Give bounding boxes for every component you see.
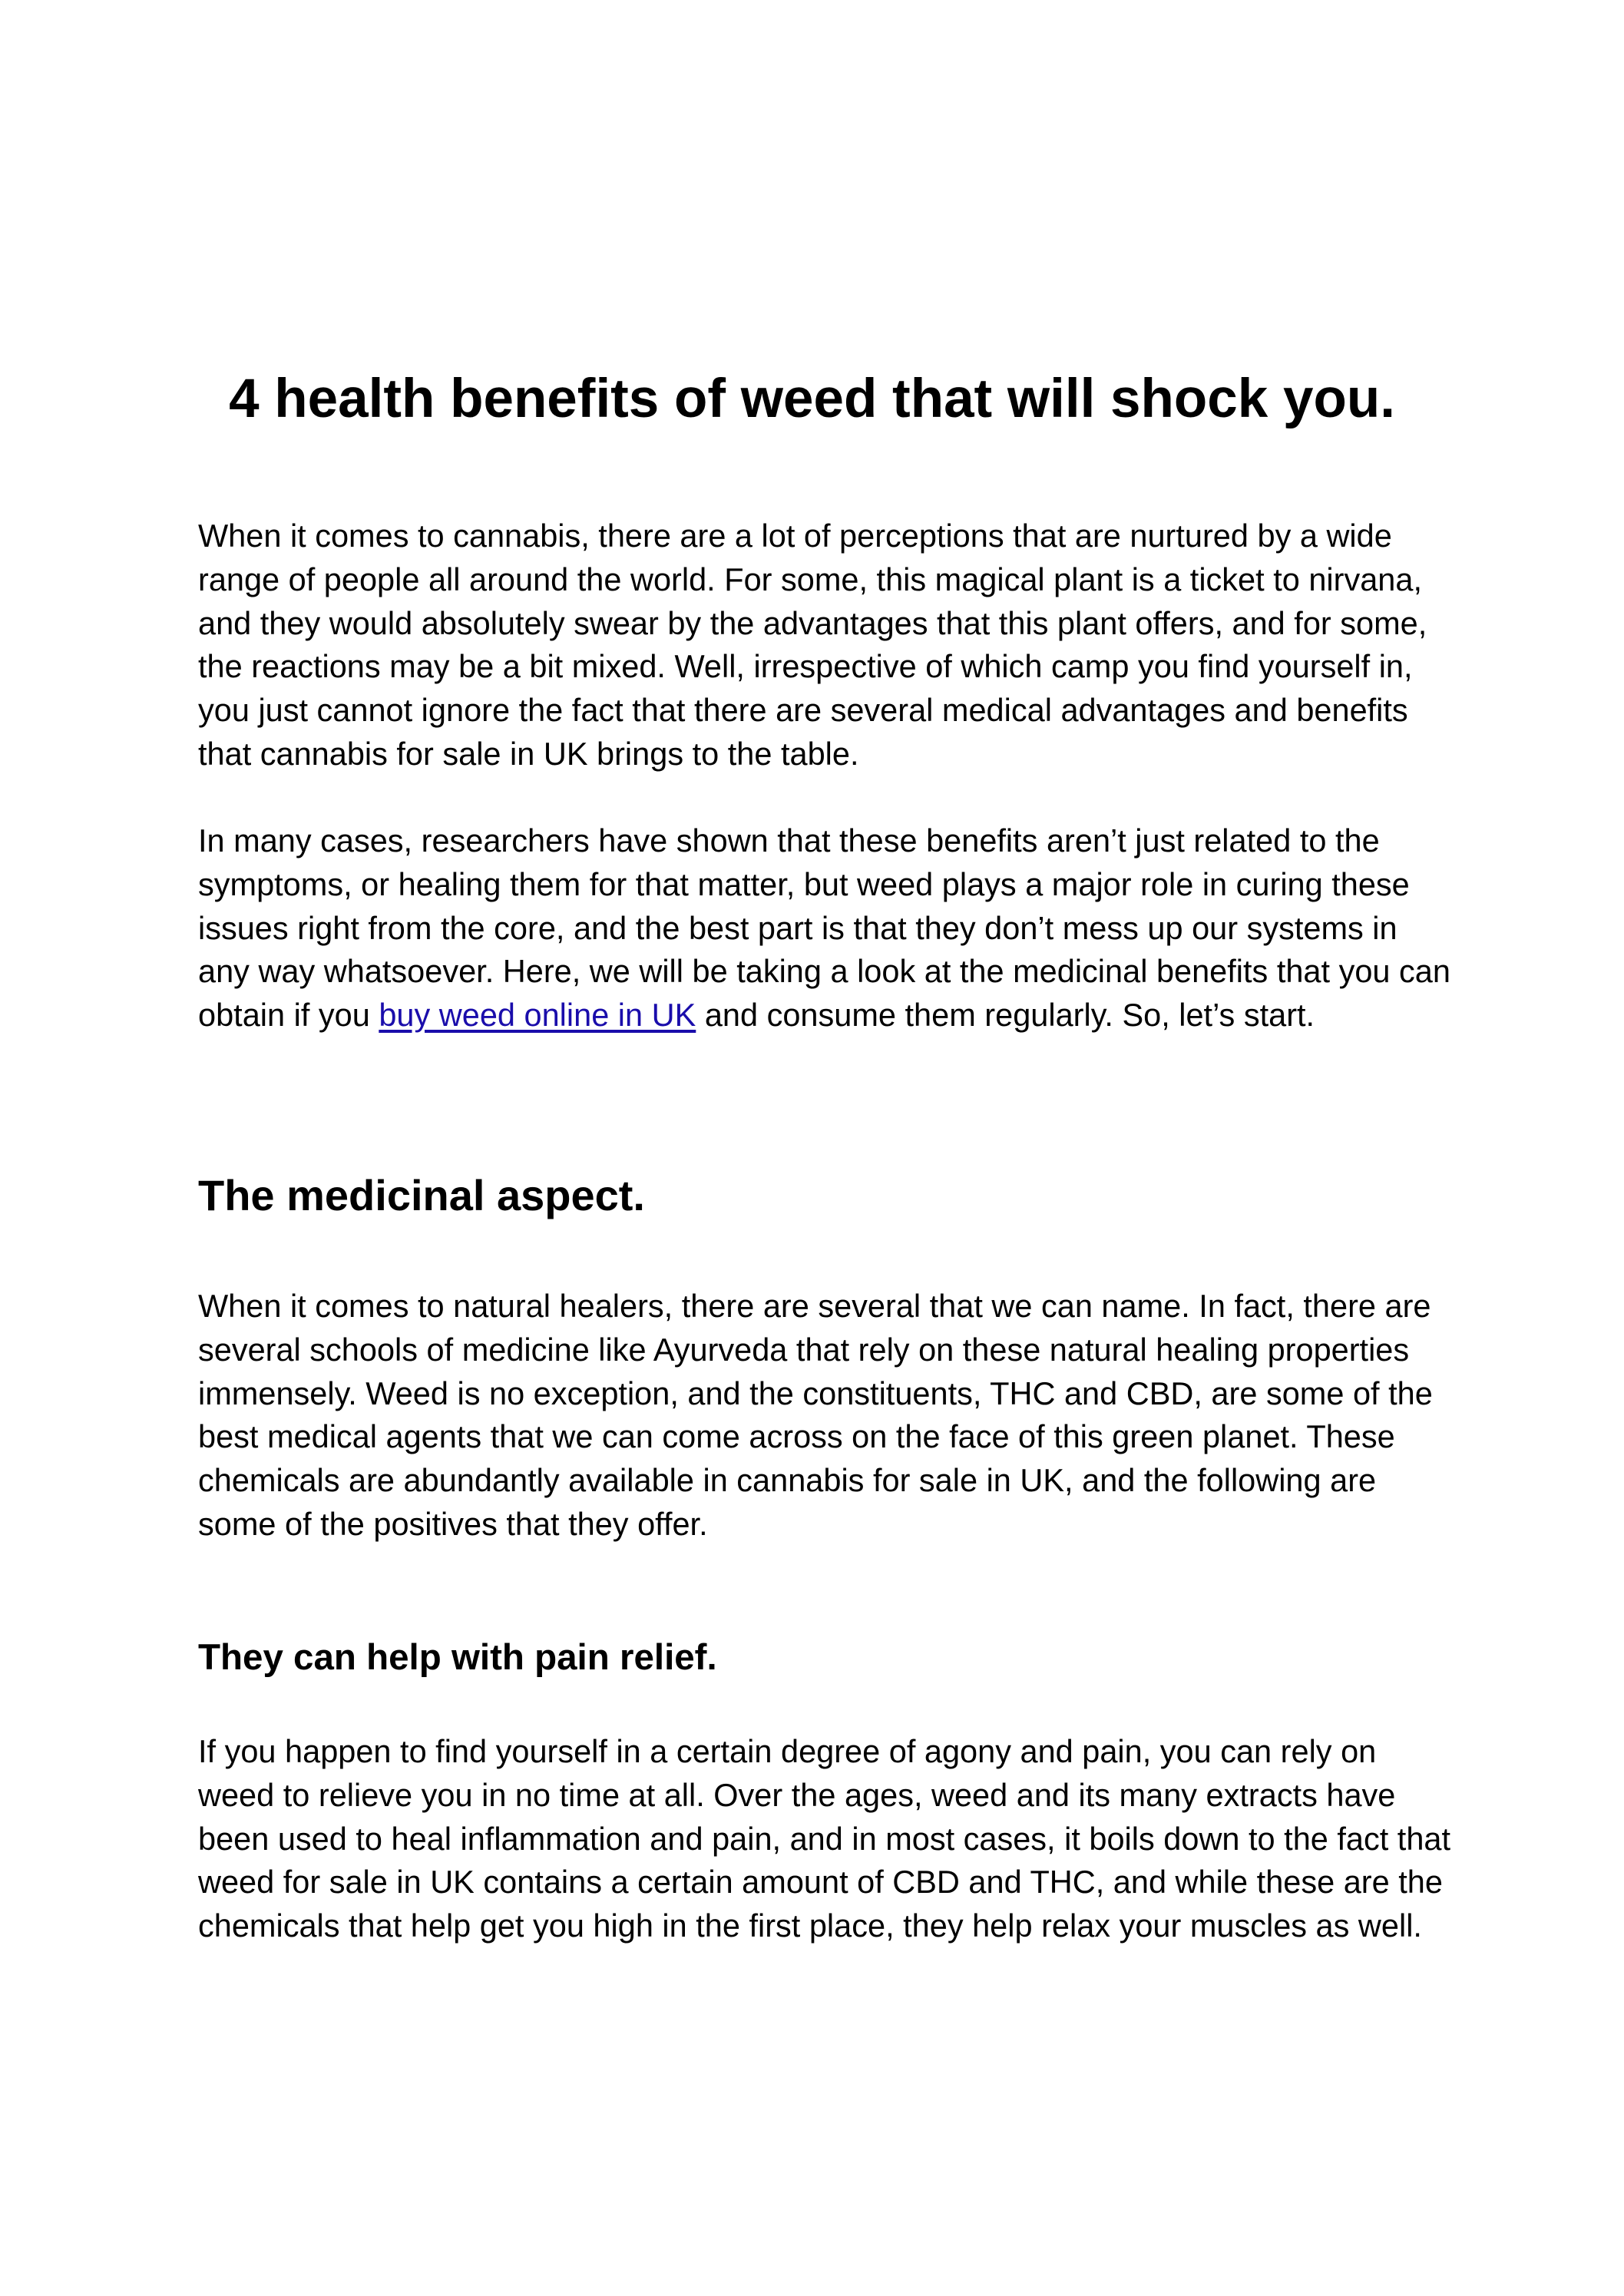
buy-weed-online-link[interactable]: buy weed online in UK (379, 997, 696, 1034)
second-paragraph (198, 819, 1457, 1037)
medicinal-paragraph: When it comes to natural healers, there are several that we can name. In fact, there are several schools of medicine like Ayurveda that rely on these natural healing properties immensely. Weed is no exception, and the constituents, THC and CBD, are some of the best medical agents that we can come across on the face of this green planet. These chemicals are abundantly available in cannabis for sale in UK, and the following are some of the positives that they offer. (198, 1288, 1433, 1542)
section-heading-pain-relief: They can help with pain relief. (198, 1637, 717, 1678)
second-paragraph-text-before-link: In many cases, researchers have shown that these benefits aren’t just related to the symptoms, or healing them for that matter, but weed plays a major role in curing these issues right from the core, and the best part is that they don’t mess up our systems in any way whatsoever. Here, we will be taking a look at the medicinal benefits that you can obtain if you (198, 822, 1450, 1034)
page-title: 4 health benefits of weed that will shock you. (229, 369, 1395, 429)
section-heading-medicinal: The medicinal aspect. (198, 1171, 645, 1219)
pain-relief-paragraph: If you happen to find yourself in a certain degree of agony and pain, you can rely on weed to relieve you in no time at all. Over the ages, weed and its many extracts have been used to heal inflammation and pain, and in most cases, it boils down to the fact that weed for sale in UK contains a certain amount of CBD and THC, and while these are the chemicals that help get you high in the first place, they help relax your muscles as well. (198, 1733, 1451, 1944)
second-paragraph-text-after-link: and consume them regularly. So, let’s start. (696, 997, 1315, 1034)
intro-paragraph: When it comes to cannabis, there are a lot of perceptions that are nurtured by a wide range of people all around the world. For some, this magical plant is a ticket to nirvana, and they would absolutely swear by the advantages that this plant offers, and for some, the reactions may be a bit mixed. Well, irrespective of which camp you find yourself in, you just cannot ignore the fact that there are several medical advantages and benefits that cannabis for sale in UK brings to the table. (198, 518, 1427, 772)
